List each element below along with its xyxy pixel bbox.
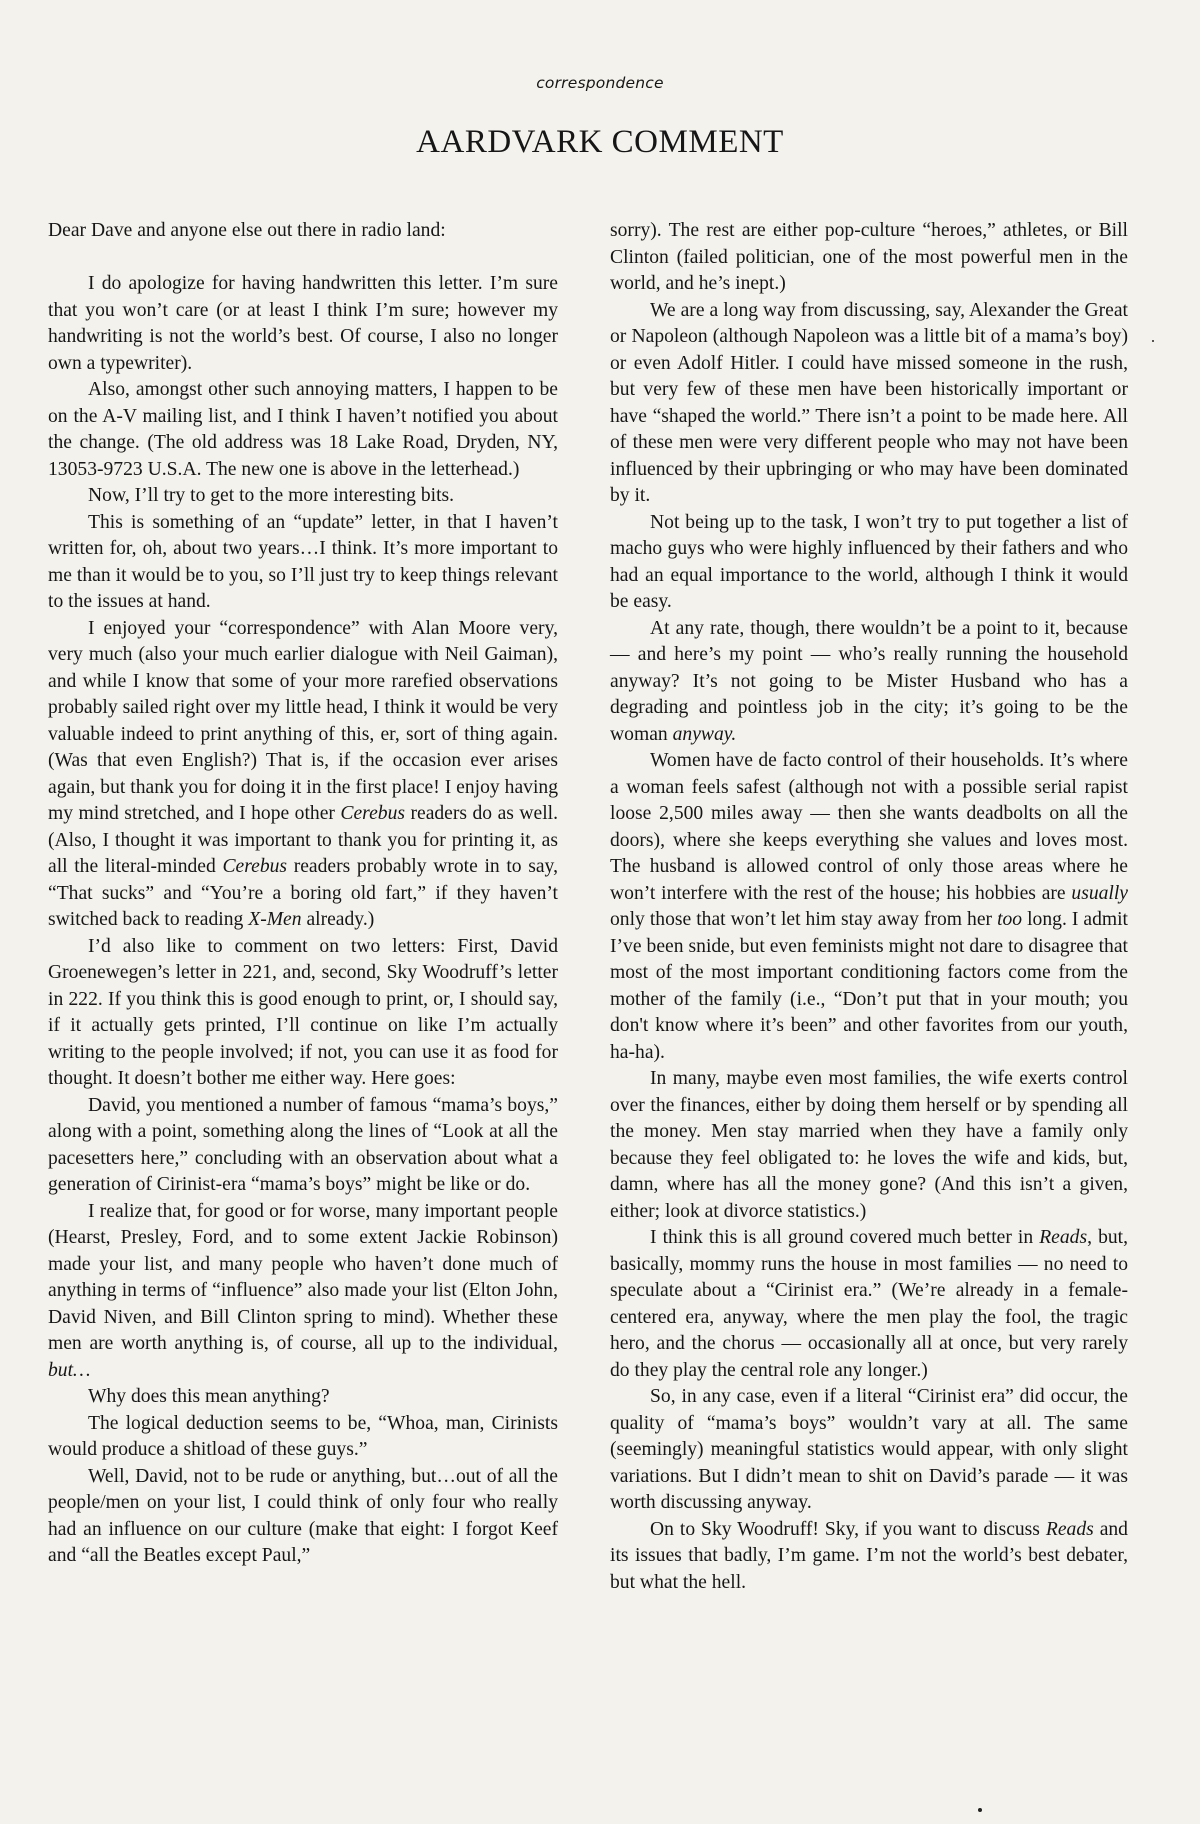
- paragraph: [48, 616, 558, 934]
- paragraph: Well, David, not to be rude or anything, but…out of all the people/men on your list, I could think of only four who really had an influence on our culture (make that eight: I forgot Keef and “all the Beatles except Paul,”: [48, 1465, 558, 1566]
- text-run: readers do as well. (Also, I thought it was important to thank you for printing it, as all the literal-minded: [48, 803, 558, 877]
- right-column: [610, 218, 1128, 1596]
- paragraph: So, in any case, even if a literal “Cirinist era” did occur, the quality of “mama’s boys” wouldn’t vary at all. The same (seemingly) meaningful statistics would appear, with only slight variations. But I didn’t mean to shit on David’s parade — it was worth discussing anyway.: [610, 1386, 1128, 1513]
- paragraph: David, you mentioned a number of famous “mama’s boys,” along with a point, something along the lines of “Look at all the pacesetters here,” concluding with an observation about what a generation of Cirinist-era “mama’s boys” might be like or do.: [48, 1094, 558, 1195]
- text-run: On to Sky Woodruff! Sky, if you want to discuss: [650, 1518, 1046, 1540]
- italic-text: but…: [48, 1359, 91, 1381]
- text-run: long. I admit I’ve been snide, but even feminists might not dare to disagree that most of the most important conditioning factors come from the mother of the family (i.e., “Don’t put that in your mouth; you don't know where it’s been” and other favorites from our youth, ha-ha).: [610, 909, 1129, 1063]
- paragraph: [610, 616, 1128, 749]
- salutation: Dear Dave and anyone else out there in radio land:: [48, 220, 446, 241]
- text-run: I enjoyed your “correspondence” with Alan Moore very, very much (also your much earlier dialogue with Neil Gaiman), and while I know that some of your more rarefied observations probably sailed right over my little head, I think it would be very valuable indeed to print anything of this, er, sort of thing again. (Was that even English?) That is, if the occasion ever arises again, but thank you for doing it in the first place! I enjoy having my mind stretched, and I hope other: [48, 617, 558, 824]
- text-run: I realize that, for good or for worse, many important people (Hearst, Presley, Ford, and to some extent Jackie Robinson) made your list, and many people who haven’t done much of anything in terms of “influence” also made your list (Elton John, David Niven, and Bill Clinton spring to mind). Whether these men are worth anything is, of course, all up to the individual,: [48, 1200, 558, 1354]
- text-run: At any rate, though, there wouldn’t be a point to it, because — and here’s my point — who’s really running the household anyway? It’s not going to be Mister Husband who has a degrading and pointless job in the city; it’s going to be the woman: [610, 617, 1128, 745]
- text-run: Women have de facto control of their households. It’s where a woman feels safest (although not with a possible serial rapist loose 2,500 miles away — then she wants deadbolts on all the doors), where she keeps everything she values and loves most. The husband is allowed control of only those areas where he won’t interfere with the rest of the house; his hobbies are: [610, 750, 1128, 904]
- left-column-body: [48, 271, 558, 1570]
- text-run: I think this is all ground covered much better in: [650, 1227, 1040, 1248]
- paragraph: [610, 748, 1128, 1066]
- italic-text: Cerebus: [340, 803, 405, 824]
- text-run: only those that won’t let him stay away from her: [610, 909, 998, 930]
- italic-text: Reads: [1039, 1227, 1088, 1248]
- paragraph: The logical deduction seems to be, “Whoa, man, Cirinists would produce a shitload of these guys.”: [48, 1412, 558, 1460]
- paragraph: Also, amongst other such annoying matters, I happen to be on the A-V mailing list, and I think I haven’t notified you about the change. (The old address was 18 Lake Road, Dryden, NY, 13053-9723 U.S.A. The new one is above in the letterhead.): [48, 379, 558, 480]
- italic-text: Reads: [1045, 1518, 1094, 1540]
- paragraph: [610, 1225, 1128, 1384]
- ink-speck: [978, 1808, 982, 1812]
- paragraph: Not being up to the task, I won’t try to put together a list of macho guys who were highly influenced by their fathers and who had an equal importance to the world, although I think it would be easy.: [610, 511, 1128, 612]
- paragraph: Now, I’ll try to get to the more interesting bits.: [88, 485, 455, 506]
- italic-text: too: [997, 909, 1023, 930]
- paragraph: Why does this mean anything?: [88, 1386, 330, 1407]
- paragraph: [48, 1199, 558, 1385]
- italic-text: anyway.: [672, 723, 737, 745]
- paragraph: sorry). The rest are either pop-culture “heroes,” athletes, or Bill Clinton (failed politician, one of the most powerful men in the world, and he’s inept.): [610, 220, 1128, 294]
- text-run: already.): [301, 909, 375, 930]
- paragraph: This is something of an “update” letter, in that I haven’t written for, oh, about two years…I think. It’s more important to me than it would be to you, so I’ll just try to keep things relevant to the issues at hand.: [48, 511, 558, 612]
- paragraph: I’d also like to comment on two letters: First, David Groenewegen’s letter in 221, and, second, Sky Woodruff’s letter in 222. If you think this is good enough to print, or, I should say, if it actually gets printed, I’ll continue on like I’m actually writing to the people involved; if not, you can use it as food for thought. It doesn’t bother me either way. Here goes:: [48, 935, 558, 1089]
- right-column-body: [610, 218, 1128, 1596]
- paragraph: We are a long way from discussing, say, Alexander the Great or Napoleon (although Napoleon was a little bit of a mama’s boy) or even Adolf Hitler. I could have missed someone in the rush, but very few of these men have been historically important or have “shaped the world.” There isn’t a point to be made here. All of these men were very different people who may not have been influenced by their upbringing or who may have been dominated by it.: [610, 299, 1128, 506]
- ink-speck: [1152, 340, 1154, 342]
- paragraph: [610, 1517, 1128, 1597]
- paragraph: I do apologize for having handwritten this letter. I’m sure that you won’t care (or at least I think I’m sure; however my handwriting is not the world’s best. Of course, I also no longer own a typewriter).: [48, 273, 558, 374]
- section-label: correspondence: [536, 74, 664, 92]
- page-title: AARDVARK COMMENT: [416, 124, 784, 160]
- left-column: [48, 218, 558, 1570]
- italic-text: X-Men: [248, 909, 302, 930]
- italic-text: usually: [1071, 882, 1128, 904]
- italic-text: Cerebus: [222, 856, 288, 877]
- text-run: readers probably wrote in to say, “That sucks” and “You’re a boring old fart,” if they haven’t switched back to reading: [48, 856, 558, 930]
- text-run: , but, basically, mommy runs the house in most families — no need to speculate about a “Cirinist era.” (We’re already in a female-centered era, anyway, where the men play the fool, the tragic hero, and the chorus — occasionally all at once, but very rarely do they play the central role any longer.): [610, 1227, 1128, 1381]
- text-run: and its issues that badly, I’m game. I’m not the world’s best debater, but what the hell.: [610, 1518, 1128, 1593]
- paragraph: In many, maybe even most families, the wife exerts control over the finances, either by doing them herself or by spending all the money. Men stay married when they have a family only because they feel obligated to: he loves the wife and kids, but, damn, where has all the money gone? (And this isn’t a given, either; look at divorce statistics.): [610, 1068, 1128, 1222]
